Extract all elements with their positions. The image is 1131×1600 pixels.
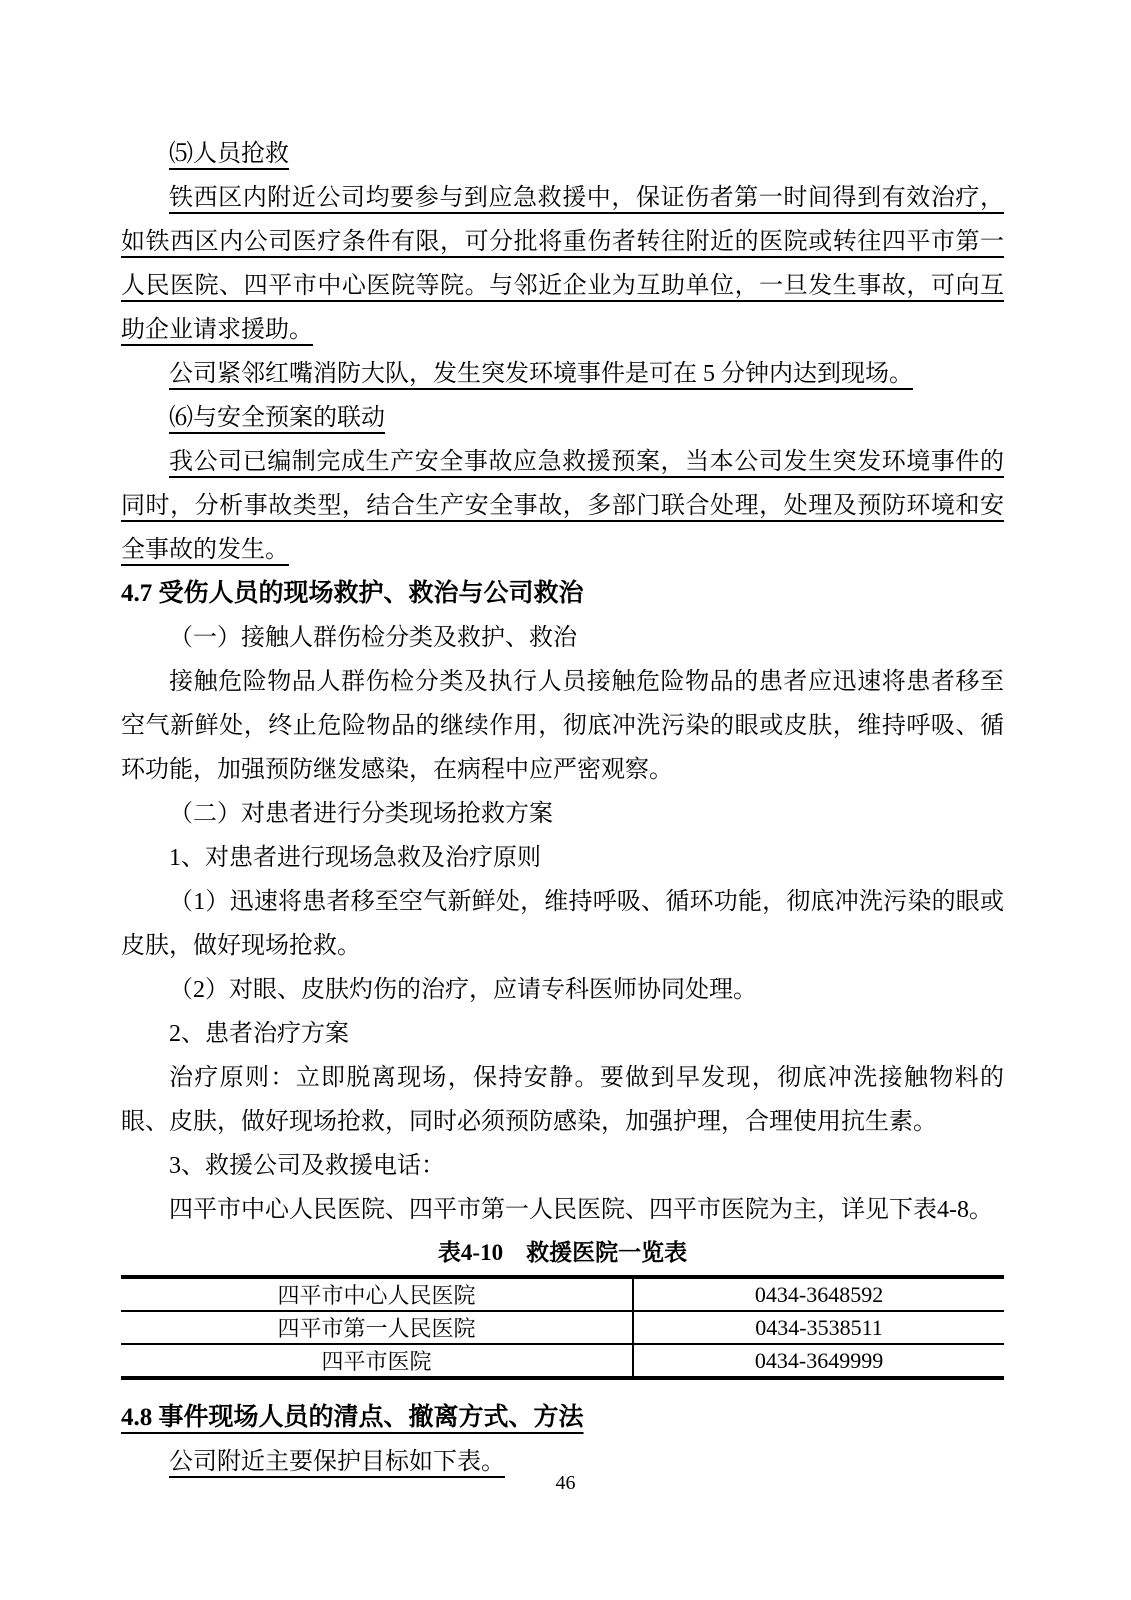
hospital-phone-cell: 0434-3649999 [754,1347,884,1373]
hospital-name-cell: 四平市第一人民医院 [121,1311,633,1344]
hospital-table [121,1275,1004,1380]
item5-heading: ⑸人员抢救 [169,141,289,167]
hospital-phone-cell: 0434-3648592 [633,1277,1004,1311]
table-row [121,1277,1004,1311]
hospital-phone-cell: 0434-3538511 [633,1311,1004,1344]
item5-paragraph-rescue: 铁西区内附近公司均要参与到应急救援中，保证伤者第一时间得到有效治疗，如铁西区内公司医疗条件有限，可分批将重伤者转往附近的医院或转往四平市第一人民医院、四平市中心医院等院。与邻近企业为互助单位，一旦发生事故，可向互助企业请求援助。 [121,185,1004,343]
subsection-1-paragraph: 接触危险物品人群伤检分类及执行人员接触危险物品的患者应迅速将患者移至空气新鲜处，终止危险物品的继续作用，彻底冲洗污染的眼或皮肤，维持呼吸、循环功能，加强预防继发感染，在病程中应严密观察。 [121,669,1004,783]
hospital-name-cell: 四平市医院 [121,1344,633,1378]
section-4-7-heading: 4.7 受伤人员的现场救护、救治与公司救治 [121,580,584,607]
subsection-2-item1-point2: （2）对眼、皮肤灼伤的治疗，应请专科医师协同处理。 [169,977,757,1003]
table-row [121,1311,1004,1344]
subsection-2-item3-heading: 3、救援公司及救援电话： [169,1153,445,1179]
subsection-2-item2-heading: 2、患者治疗方案 [169,1021,349,1047]
subsection-2-item1-heading: 1、对患者进行现场急救及治疗原则 [169,845,541,871]
table-caption: 表4-10 救援医院一览表 [437,1240,688,1265]
section-4-8-heading: 4.8 事件现场人员的清点、撤离方式、方法 [121,1404,584,1431]
subsection-2-item1-point1: （1）迅速将患者移至空气新鲜处，维持呼吸、循环功能，彻底冲洗污染的眼或皮肤，做好现场抢救。 [121,889,1004,959]
document-body [121,132,1004,1484]
item6-heading: ⑹与安全预案的联动 [169,405,385,431]
table-row [121,1344,1004,1378]
page-number: 46 [555,1472,576,1494]
subsection-2-item3-paragraph: 四平市中心人民医院、四平市第一人民医院、四平市医院为主，详见下表4-8。 [169,1197,993,1223]
item5-paragraph-firebrigade: 公司紧邻红嘴消防大队，发生突发环境事件是可在 5 分钟内达到现场。 [169,361,913,387]
subsection-2-heading: （二）对患者进行分类现场抢救方案 [169,801,553,827]
subsection-2-item2-paragraph: 治疗原则：立即脱离现场，保持安静。要做到早发现，彻底冲洗接触物料的眼、皮肤，做好现场抢救，同时必须预防感染，加强护理，合理使用抗生素。 [121,1065,1004,1135]
hospital-name-cell: 四平市中心人民医院 [121,1277,633,1311]
subsection-1-heading: （一）接触人群伤检分类及救护、救治 [169,625,577,651]
item6-paragraph: 我公司已编制完成生产安全事故应急救援预案，当本公司发生突发环境事件的同时，分析事故类型，结合生产安全事故，多部门联合处理，处理及预防环境和安全事故的发生。 [121,449,1004,563]
section-4-8-paragraph: 公司附近主要保护目标如下表。 [169,1449,505,1475]
